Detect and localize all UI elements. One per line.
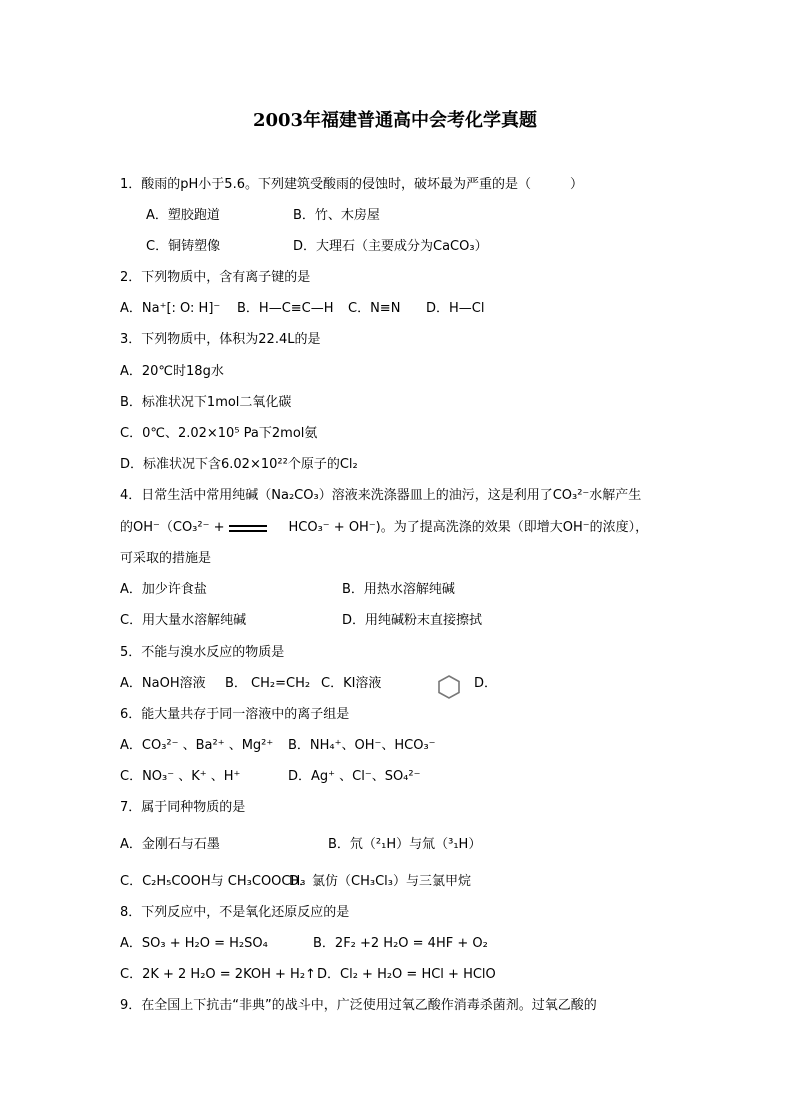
question-8-option-a: A．SO₃ + H₂O = H₂SO₄: [120, 936, 268, 951]
benzene-ring-icon: [435, 673, 463, 701]
question-6-option-d: D．Ag⁺ 、Cl⁻、SO₄²⁻: [288, 769, 421, 784]
question-1-option-a: A．塑胶跑道: [146, 208, 220, 223]
question-5-option-a: A．NaOH溶液: [120, 676, 206, 691]
question-4-stem-line3: 可采取的措施是: [120, 551, 212, 566]
question-6-option-a: A．CO₃²⁻ 、Ba²⁺ 、Mg²⁺: [120, 738, 274, 753]
question-7-stem: 7．属于同种物质的是: [120, 800, 246, 815]
question-2-option-b: B．H—C≡C—H: [237, 301, 334, 316]
question-4-option-a: A．加少许食盐: [120, 582, 207, 597]
question-7-option-c: C．C₂H₅COOH与 CH₃COOCH₃: [120, 874, 306, 889]
question-8-option-c: C．2K + 2 H₂O = 2KOH + H₂↑: [120, 967, 316, 982]
question-3-option-d: D．标准状况下含6.02×10²²个原子的Cl₂: [120, 457, 358, 472]
question-6-option-b: B．NH₄⁺、OH⁻、HCO₃⁻: [288, 738, 436, 753]
question-8-option-d: D．Cl₂ + H₂O = HCl + HClO: [317, 967, 496, 982]
question-4-stem-line2: [120, 520, 648, 536]
question-5-stem: 5．不能与溴水反应的物质是: [120, 645, 285, 660]
question-1-option-b: B．竹、木房屋: [293, 208, 380, 223]
question-3-option-a: A．20℃时18g水: [120, 364, 224, 379]
question-1-option-c: C．铜铸塑像: [146, 239, 221, 254]
question-4-stem-part1: 的OH⁻（CO₃²⁻ +: [120, 520, 225, 535]
equilibrium-arrow-icon: [229, 523, 267, 533]
question-4-option-c: C．用大量水溶解纯碱: [120, 613, 247, 628]
question-2-option-c: C．N≡N: [348, 301, 401, 316]
question-2-stem: 2．下列物质中，含有离子键的是: [120, 270, 311, 285]
question-6-stem: 6．能大量共存于同一溶液中的离子组是: [120, 707, 350, 722]
question-8-option-b: B．2F₂ +2 H₂O = 4HF + O₂: [313, 936, 488, 951]
question-4-stem-part2: HCO₃⁻ + OH⁻)。为了提高洗涤的效果（即增大OH⁻的浓度），: [288, 520, 649, 535]
question-5-option-b: B． CH₂=CH₂: [225, 676, 311, 691]
question-4-stem-line1: 4．日常生活中常用纯碱（Na₂CO₃）溶液来洗涤器皿上的油污，这是利用了CO₃²⁻水解产生: [120, 488, 642, 503]
question-3-option-c: C．0℃、2.02×10⁵ Pa下2mol氨: [120, 426, 318, 441]
question-2-option-a: A．Na⁺[: O: H]⁻: [120, 301, 221, 316]
question-8-stem: 8．下列反应中，不是氧化还原反应的是: [120, 905, 350, 920]
question-3-stem: 3．下列物质中，体积为22.4L的是: [120, 332, 321, 347]
question-2-option-d: D．H—Cl: [426, 301, 485, 316]
question-4-option-d: D．用纯碱粉末直接擦拭: [342, 613, 483, 628]
question-5-option-c: C．KI溶液: [321, 676, 382, 691]
question-1-stem: 1．酸雨的pH小于5.6。下列建筑受酸雨的侵蚀时，破坏最为严重的是（ ）: [120, 177, 583, 192]
question-9-stem: 9．在全国上下抗击“非典”的战斗中，广泛使用过氧乙酸作消毒杀菌剂。过氧乙酸的: [120, 998, 597, 1013]
page-title: 2003年福建普通高中会考化学真题: [252, 110, 538, 131]
question-7-option-a: A．金刚石与石墨: [120, 837, 220, 852]
question-7-option-d: D．氯仿（CH₃Cl₃）与三氯甲烷: [289, 874, 471, 889]
question-7-option-b: B．氘（²₁H）与氚（³₁H）: [328, 837, 482, 852]
question-4-option-b: B．用热水溶解纯碱: [342, 582, 455, 597]
question-3-option-b: B．标准状况下1mol二氧化碳: [120, 395, 292, 410]
question-1-option-d: D．大理石（主要成分为CaCO₃）: [293, 239, 488, 254]
question-6-option-c: C．NO₃⁻ 、K⁺ 、H⁺: [120, 769, 241, 784]
question-5-option-d: D．: [474, 676, 498, 691]
